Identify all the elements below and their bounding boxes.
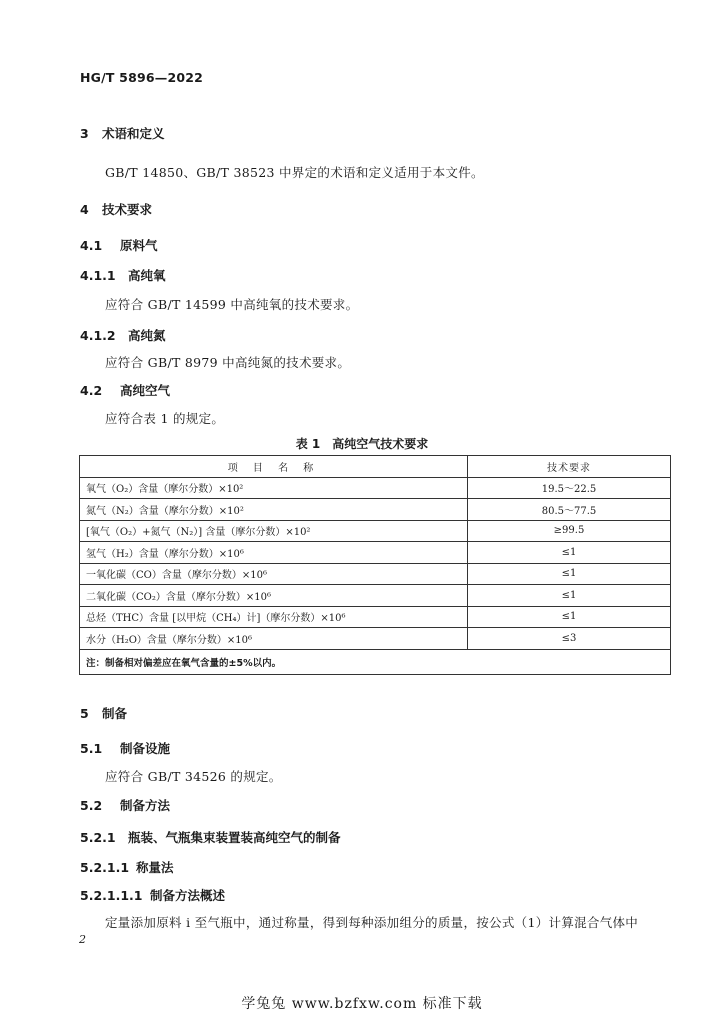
- section-title: 称量法: [136, 860, 174, 875]
- table-header-row: [80, 456, 671, 478]
- section-number: 3: [80, 126, 89, 141]
- section-5-2-1-heading: [80, 828, 341, 846]
- site-footer: 学兔兔 www.bzfxw.com 标准下载: [241, 996, 483, 1012]
- table-row: [80, 477, 671, 499]
- column-header-requirement: 技术要求: [468, 456, 671, 478]
- section-4-1-2-text: 应符合 GB/T 8979 中高纯氮的技术要求。: [105, 355, 351, 370]
- row-item: 总烃（THC）含量 [以甲烷（CH₄）计]（摩尔分数）×10⁶: [80, 606, 468, 628]
- row-value: 19.5～22.5: [468, 477, 671, 499]
- section-5-2-1-1-heading: [80, 858, 174, 876]
- section-number: 4: [80, 202, 89, 217]
- section-4-1-1-text: 应符合 GB/T 14599 中高纯氧的技术要求。: [105, 297, 359, 312]
- section-title: 制备方法: [120, 798, 171, 813]
- table-row: [80, 628, 671, 650]
- section-4-2-text: 应符合表 1 的规定。: [105, 411, 225, 426]
- row-value: ≥99.5: [468, 520, 671, 542]
- section-5-1-heading: [80, 739, 170, 757]
- table-row: [80, 563, 671, 585]
- row-item: [氧气（O₂）+氮气（N₂）] 含量（摩尔分数）×10²: [80, 520, 468, 542]
- section-number: 5.2: [80, 798, 103, 813]
- section-title: 术语和定义: [102, 126, 165, 141]
- section-4-heading: [80, 200, 152, 218]
- section-number: 4.1.2: [80, 328, 116, 343]
- row-item: 氮气（N₂）含量（摩尔分数）×10²: [80, 499, 468, 521]
- section-title: 制备设施: [120, 741, 171, 756]
- row-value: ≤1: [468, 606, 671, 628]
- section-number: 4.1: [80, 238, 103, 253]
- table-note-row: [80, 649, 671, 674]
- technical-requirements-table: [79, 455, 671, 675]
- section-number: 5.2.1.1.1: [80, 888, 143, 903]
- section-3-heading: [80, 124, 165, 142]
- page-number: 2: [79, 933, 86, 946]
- row-item: 一氧化碳（CO）含量（摩尔分数）×10⁶: [80, 563, 468, 585]
- section-title: 制备: [102, 706, 128, 721]
- row-item: 二氧化碳（CO₂）含量（摩尔分数）×10⁶: [80, 585, 468, 607]
- section-title: 高纯氮: [128, 328, 166, 343]
- section-5-2-1-1-1-heading: [80, 886, 225, 904]
- section-4-2-heading: [80, 381, 170, 399]
- row-item: 氢气（H₂）含量（摩尔分数）×10⁶: [80, 542, 468, 564]
- section-number: 5: [80, 706, 89, 721]
- table-row: [80, 606, 671, 628]
- section-number: 5.2.1.1: [80, 860, 130, 875]
- table-row: [80, 499, 671, 521]
- section-title: 瓶装、气瓶集束装置装高纯空气的制备: [128, 830, 341, 845]
- row-item: 氧气（O₂）含量（摩尔分数）×10²: [80, 477, 468, 499]
- table-row: [80, 542, 671, 564]
- section-title: 制备方法概述: [150, 888, 226, 903]
- section-4-1-heading: [80, 236, 158, 254]
- section-number: 4.1.1: [80, 268, 116, 283]
- section-number: 5.2.1: [80, 830, 116, 845]
- table-row: [80, 520, 671, 542]
- document-code: HG/T 5896—2022: [80, 70, 204, 85]
- row-item: 水分（H₂O）含量（摩尔分数）×10⁶: [80, 628, 468, 650]
- section-number: 5.1: [80, 741, 103, 756]
- section-5-1-text: 应符合 GB/T 34526 的规定。: [105, 769, 282, 784]
- section-number: 4.2: [80, 383, 103, 398]
- section-3-text: GB/T 14850、GB/T 38523 中界定的术语和定义适用于本文件。: [105, 165, 484, 180]
- section-title: 原料气: [120, 238, 158, 253]
- section-5-heading: [80, 704, 127, 722]
- section-title: 技术要求: [102, 202, 153, 217]
- section-5-2-heading: [80, 796, 170, 814]
- table-row: [80, 585, 671, 607]
- row-value: ≤3: [468, 628, 671, 650]
- row-value: 80.5～77.5: [468, 499, 671, 521]
- section-title: 高纯氧: [128, 268, 166, 283]
- section-title: 高纯空气: [120, 383, 171, 398]
- row-value: ≤1: [468, 563, 671, 585]
- column-header-item: 项 目 名 称: [80, 456, 468, 478]
- table-note: 注：制备相对偏差应在氧气含量的±5%以内。: [80, 649, 671, 674]
- section-4-1-1-heading: [80, 266, 166, 284]
- table-1-title: 表 1 高纯空气技术要求: [295, 437, 429, 451]
- section-4-1-2-heading: [80, 326, 166, 344]
- row-value: ≤1: [468, 542, 671, 564]
- section-5-2-1-1-1-text: 定量添加原料 i 至气瓶中，通过称量，得到每种添加组分的质量，按公式（1）计算混合气体中: [105, 915, 639, 930]
- row-value: ≤1: [468, 585, 671, 607]
